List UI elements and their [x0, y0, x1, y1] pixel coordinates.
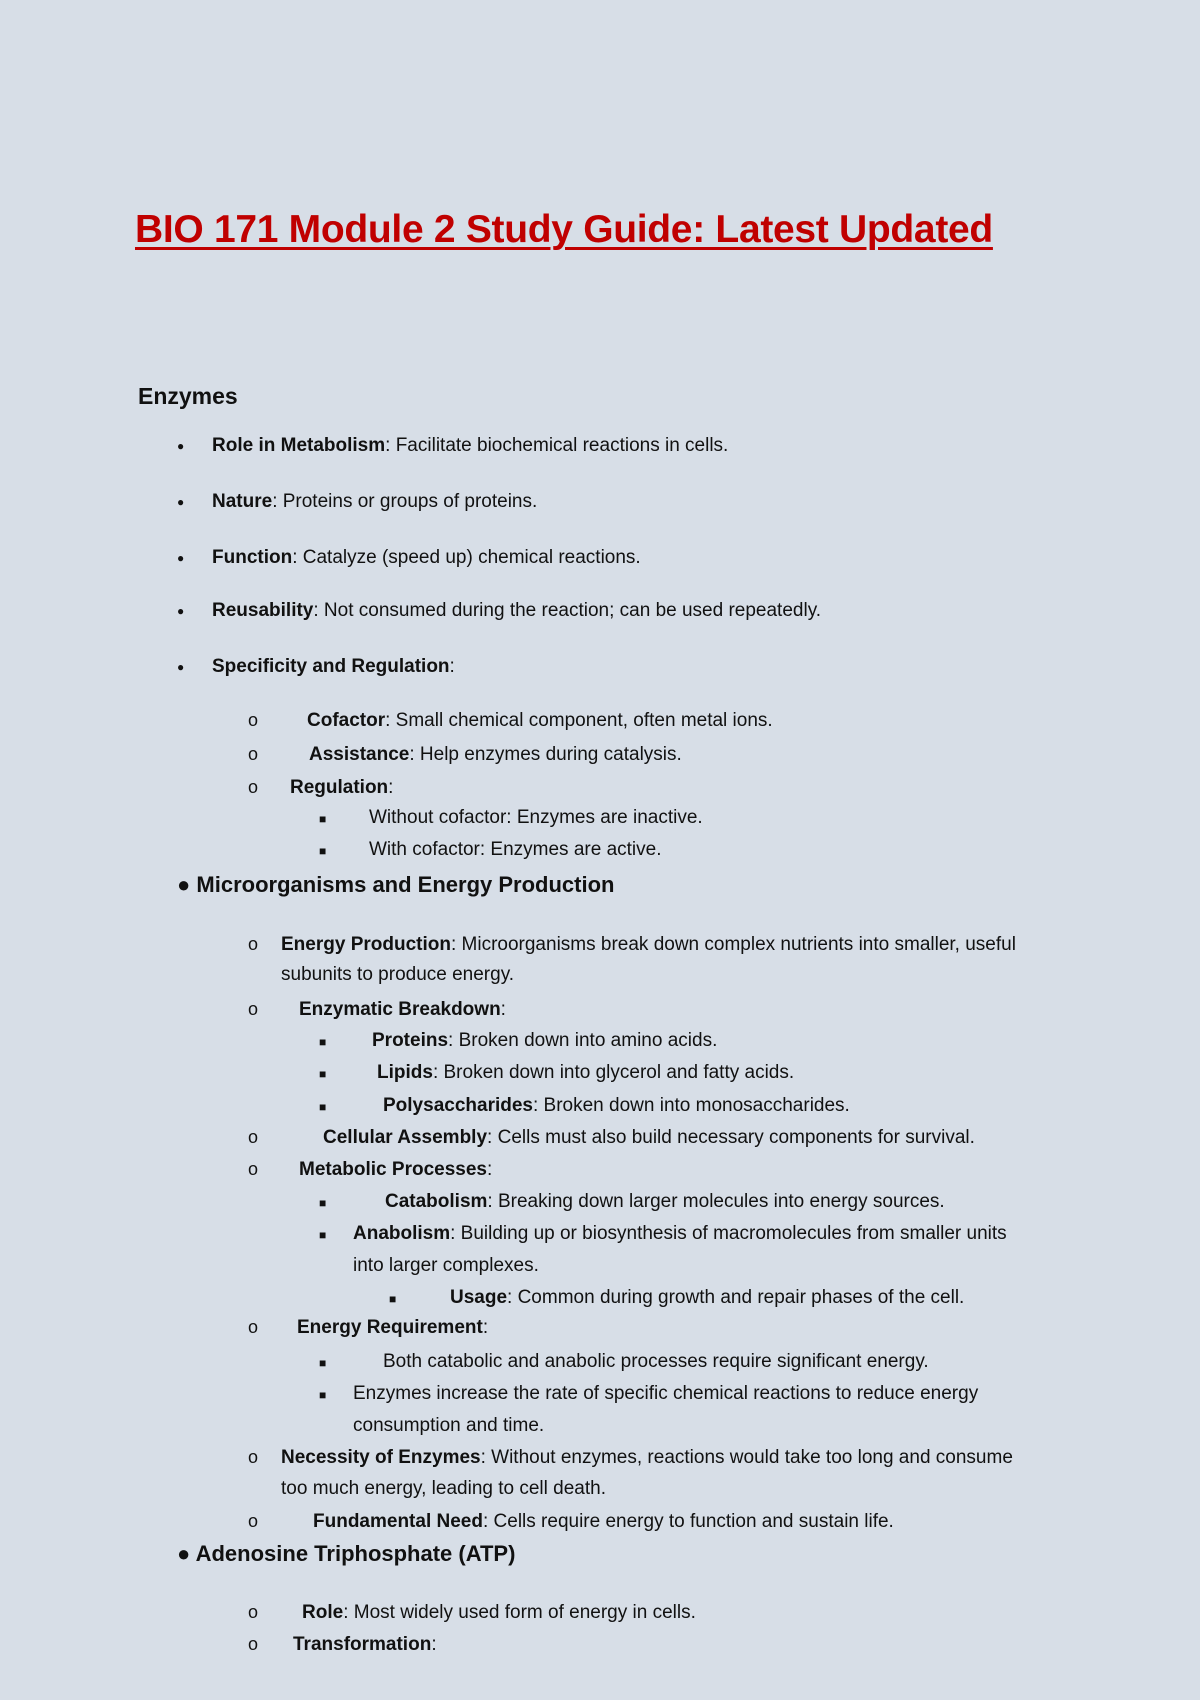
bullet-circle: [248, 777, 258, 800]
list-item: Enzymes increase the rate of specific chemical reactions to reduce energy: [353, 1383, 979, 1404]
list-item: Anabolism: Building up or biosynthesis of macromolecules from smaller units: [353, 1223, 1007, 1244]
bullet-circle: [248, 1317, 258, 1340]
list-item-continuation: into larger complexes.: [353, 1255, 539, 1276]
bullet-circle: [248, 934, 258, 957]
list-item-continuation: consumption and time.: [353, 1415, 545, 1436]
list-item: Specificity and Regulation:: [212, 656, 455, 677]
list-item: Energy Requirement:: [297, 1317, 489, 1338]
bullet-dot: [177, 493, 184, 516]
page-title: BIO 171 Module 2 Study Guide: Latest Updated: [135, 208, 993, 251]
list-item: Lipids: Broken down into glycerol and fatty acids.: [377, 1062, 795, 1083]
bullet-dot: [177, 437, 184, 460]
list-item: Transformation:: [293, 1634, 437, 1655]
list-item: Necessity of Enzymes: Without enzymes, reactions would take too long and consume: [281, 1447, 1013, 1468]
bullet-square: [319, 1353, 326, 1376]
section-heading-enzymes: Enzymes: [138, 383, 238, 409]
list-item: Both catabolic and anabolic processes require significant energy.: [383, 1351, 929, 1372]
list-item: Function: Catalyze (speed up) chemical reactions.: [212, 547, 641, 568]
bullet-dot: [177, 602, 184, 625]
bullet-circle: [248, 1127, 258, 1150]
list-item: Polysaccharides: Broken down into monosaccharides.: [383, 1095, 850, 1116]
list-item: Catabolism: Breaking down larger molecules into energy sources.: [385, 1191, 945, 1212]
list-item: Assistance: Help enzymes during catalysis.: [309, 744, 682, 765]
section-heading-microorganisms: ● Microorganisms and Energy Production: [177, 872, 615, 897]
bullet-circle: [248, 1447, 258, 1470]
list-item-continuation: subunits to produce energy.: [281, 964, 515, 985]
list-item-continuation: too much energy, leading to cell death.: [281, 1478, 606, 1499]
list-item: Fundamental Need: Cells require energy to function and sustain life.: [313, 1511, 894, 1532]
section-heading-atp: ● Adenosine Triphosphate (ATP): [177, 1541, 516, 1566]
bullet-circle: [248, 1159, 258, 1182]
bullet-dot: [177, 658, 184, 681]
list-item: Metabolic Processes:: [299, 1159, 493, 1180]
bullet-circle: [248, 1511, 258, 1534]
list-item: Role in Metabolism: Facilitate biochemical reactions in cells.: [212, 435, 729, 456]
list-item: Role: Most widely used form of energy in cells.: [302, 1602, 696, 1623]
bullet-circle: [248, 710, 258, 733]
bullet-square: [319, 1225, 326, 1248]
bullet-square: [319, 1097, 326, 1120]
list-item: Nature: Proteins or groups of proteins.: [212, 491, 538, 512]
bullet-dot: [177, 549, 184, 572]
bullet-circle: [248, 1634, 258, 1657]
list-item: Regulation:: [290, 777, 394, 798]
bullet-circle: [248, 999, 258, 1022]
bullet-square: [319, 1032, 326, 1055]
bullet-square: [319, 1064, 326, 1087]
bullet-square: [319, 809, 326, 832]
list-item: Enzymatic Breakdown:: [299, 999, 506, 1020]
list-item: Without cofactor: Enzymes are inactive.: [369, 807, 703, 828]
list-item: With cofactor: Enzymes are active.: [369, 839, 662, 860]
bullet-square: [319, 841, 326, 864]
bullet-circle: [248, 744, 258, 767]
list-item: Usage: Common during growth and repair phases of the cell.: [450, 1287, 965, 1308]
bullet-square: [319, 1385, 326, 1408]
bullet-square: [319, 1193, 326, 1216]
list-item: Cellular Assembly: Cells must also build necessary components for survival.: [323, 1127, 975, 1148]
list-item: Energy Production: Microorganisms break down complex nutrients into smaller, useful: [281, 934, 1016, 955]
list-item: Cofactor: Small chemical component, often metal ions.: [307, 710, 773, 731]
list-item: Proteins: Broken down into amino acids.: [372, 1030, 718, 1051]
bullet-square: [389, 1289, 396, 1312]
bullet-circle: [248, 1602, 258, 1625]
list-item: Reusability: Not consumed during the reaction; can be used repeatedly.: [212, 600, 822, 621]
